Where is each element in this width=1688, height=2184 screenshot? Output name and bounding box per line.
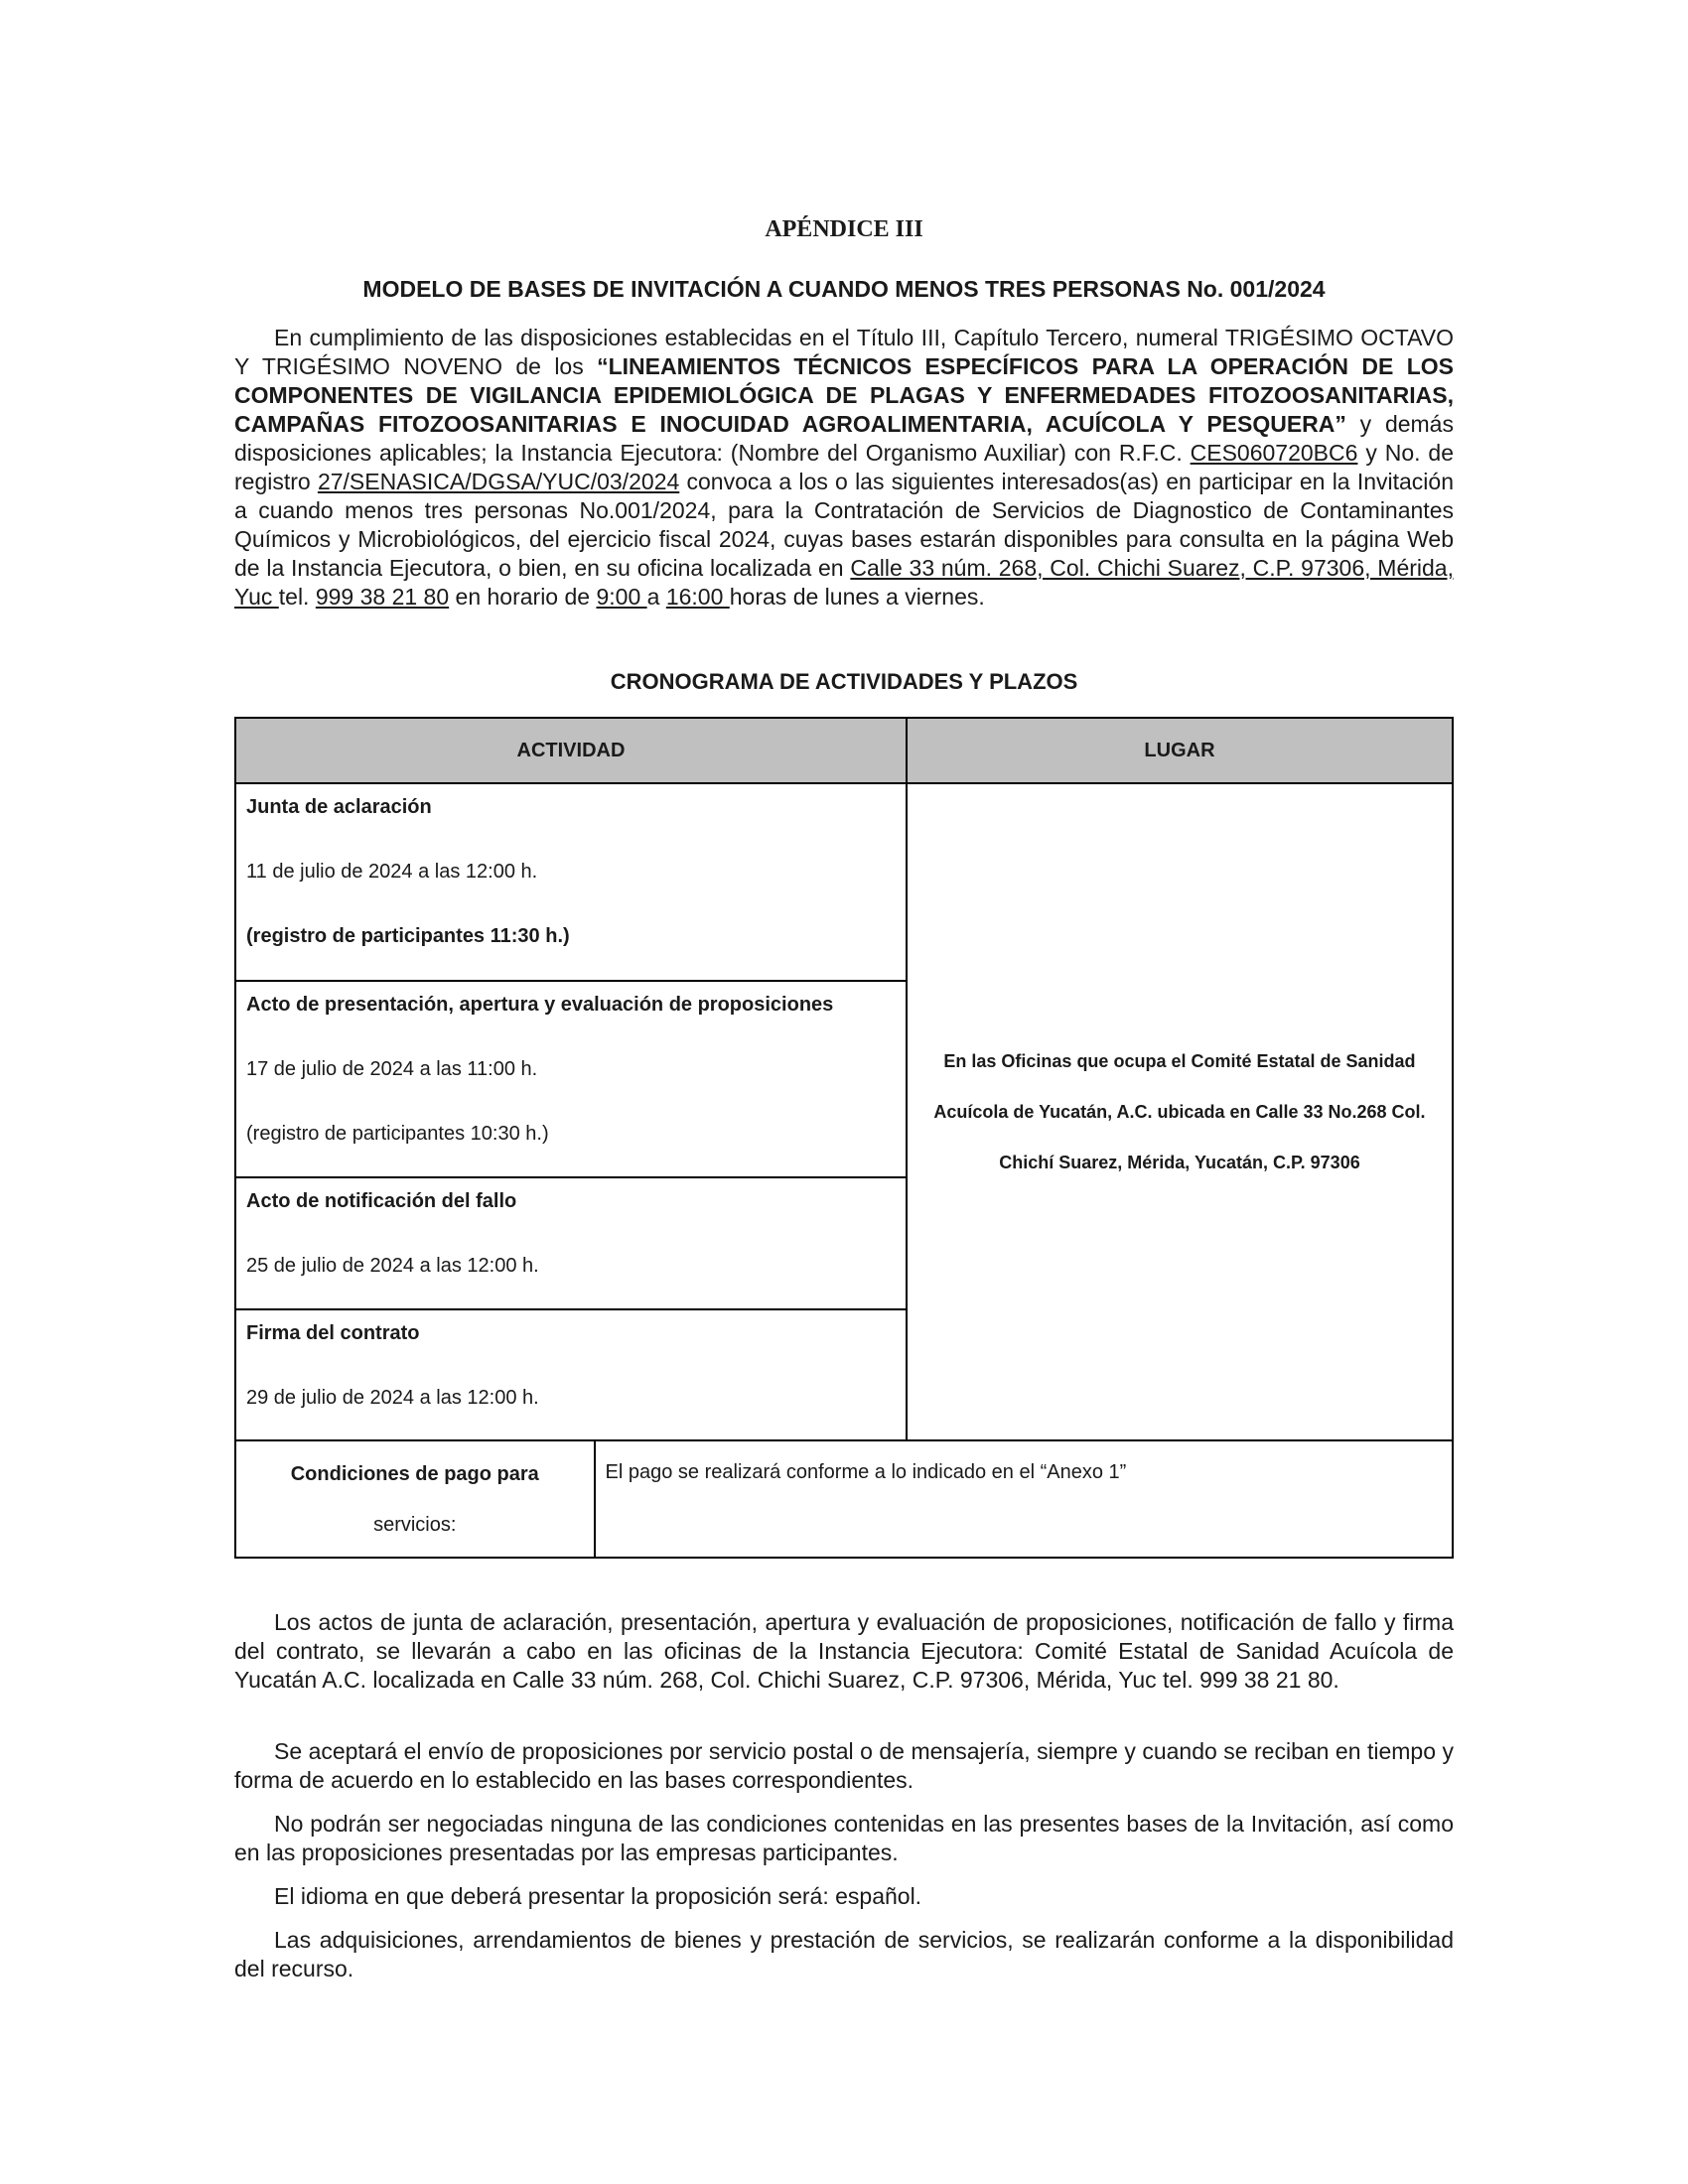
payment-label-suffix: servicios:	[373, 1514, 457, 1536]
place-line: Chichí Suarez, Mérida, Yucatán, C.P. 97306	[999, 1152, 1360, 1172]
payment-label-cell	[235, 1440, 595, 1558]
activity-date: 17 de julio de 2024 a las 11:00 h.	[246, 1058, 538, 1080]
intro-paragraph	[234, 324, 1454, 612]
document-title: MODELO DE BASES DE INVITACIÓN A CUANDO MENOS TRES PERSONAS No. 001/2024	[362, 276, 1326, 302]
hours-end: 16:00	[665, 584, 730, 610]
rfc-value: CES060720BC6	[1190, 440, 1358, 466]
intro-text-4: convoca a los o las siguientes interesados(as) en participar en la Invitación a cuando menos tres personas No.001/2024, para la Contratación de Servicios de Diagnostico de Contaminantes Químicos y Microbiológicos, del ejercicio fiscal 2024, cuyas bases estarán disponibles para consulta en la página Web de la Instancia Ejecutora, o bien, en su oficina localizada en	[234, 469, 1454, 581]
activity-cell	[235, 1309, 907, 1440]
body-paragraph: Las adquisiciones, arrendamientos de bienes y prestación de servicios, se realizarán conforme a la disponibilidad del recurso.	[234, 1927, 1454, 1981]
activity-note: (registro de participantes 11:30 h.)	[246, 925, 570, 947]
intro-text-2: y demás disposiciones aplicables; la Instancia Ejecutora: (Nombre del Organismo Auxiliar) con R.F.C.	[234, 411, 1454, 466]
schedule-title: CRONOGRAMA DE ACTIVIDADES Y PLAZOS	[610, 669, 1078, 694]
column-header-activity: ACTIVIDAD	[235, 718, 907, 783]
activity-name: Junta de aclaración	[246, 796, 432, 818]
intro-text-6: en horario de	[449, 584, 597, 610]
table-row	[235, 783, 1453, 981]
intro-text-1: En cumplimiento de las disposiciones establecidas en el Título III, Capítulo Tercero, numeral TRIGÉSIMO OCTAVO Y TRIGÉSIMO NOVENO de los	[234, 325, 1454, 379]
body-paragraph: No podrán ser negociadas ninguna de las condiciones contenidas en las presentes bases de la Invitación, así como en las proposiciones presentadas por las empresas participantes.	[234, 1811, 1454, 1865]
place-cell	[907, 783, 1453, 1440]
schedule-table	[234, 717, 1454, 1559]
table-header-row	[235, 718, 1453, 783]
activity-name: Acto de presentación, apertura y evaluación de proposiciones	[246, 994, 834, 1016]
office-phone: 999 38 21 80	[315, 584, 450, 610]
intro-lineamientos: “LINEAMIENTOS TÉCNICOS ESPECÍFICOS PARA LA OPERACIÓN DE LOS COMPONENTES DE VIGILANCIA EPIDEMIOLÓGICA DE PLAGAS Y ENFERMEDADES FITOZOOSANITARIAS, CAMPAÑAS FITOZOOSANITARIAS E INOCUIDAD AGROALIMENTARIA, ACUÍCOLA Y PESQUERA”	[234, 353, 1454, 437]
activity-name: Firma del contrato	[246, 1322, 420, 1344]
activity-cell	[235, 1177, 907, 1309]
intro-text-8: horas de lunes a viernes.	[729, 584, 985, 610]
activity-date: 29 de julio de 2024 a las 12:00 h.	[246, 1387, 539, 1409]
column-header-place: LUGAR	[907, 718, 1453, 783]
payment-text: El pago se realizará conforme a lo indicado en el “Anexo 1”	[595, 1440, 1453, 1558]
body-paragraph: Los actos de junta de aclaración, presentación, apertura y evaluación de proposiciones, notificación de fallo y firma del contrato, se llevarán a cabo en las oficinas de la Instancia Ejecutora: Comité Estatal de Sanidad Acuícola de Yucatán A.C. localizada en Calle 33 núm. 268, Col. Chichi Suarez, C.P. 97306, Mérida, Yuc tel. 999 38 21 80.	[234, 1609, 1454, 1693]
place-line: Acuícola de Yucatán, A.C. ubicada en Calle 33 No.268 Col.	[933, 1101, 1426, 1122]
intro-text-5: tel.	[278, 584, 316, 610]
activity-cell	[235, 981, 907, 1177]
payment-label: Condiciones de pago para	[290, 1463, 539, 1485]
activity-date: 11 de julio de 2024 a las 12:00 h.	[246, 861, 538, 883]
activity-cell	[235, 783, 907, 981]
hours-start: 9:00	[596, 584, 647, 610]
office-address: Calle 33 núm. 268, Col. Chichi Suarez, C.P. 97306, Mérida, Yuc	[234, 555, 1454, 610]
appendix-heading: APÉNDICE III	[765, 216, 923, 242]
body-paragraph: Se aceptará el envío de proposiciones por servicio postal o de mensajería, siempre y cuando se reciban en tiempo y forma de acuerdo en lo establecido en las bases correspondientes.	[234, 1738, 1454, 1793]
intro-text-3: y No. de registro	[234, 440, 1455, 494]
activity-date: 25 de julio de 2024 a las 12:00 h.	[246, 1255, 539, 1277]
activity-name: Acto de notificación del fallo	[246, 1190, 517, 1212]
payment-row	[235, 1440, 1453, 1558]
intro-text-7: a	[646, 584, 666, 610]
place-line: En las Oficinas que ocupa el Comité Estatal de Sanidad	[943, 1050, 1416, 1071]
registro-value: 27/SENASICA/DGSA/YUC/03/2024	[317, 469, 680, 494]
activity-note: (registro de participantes 10:30 h.)	[246, 1123, 549, 1145]
body-paragraph: El idioma en que deberá presentar la proposición será: español.	[274, 1883, 922, 1909]
